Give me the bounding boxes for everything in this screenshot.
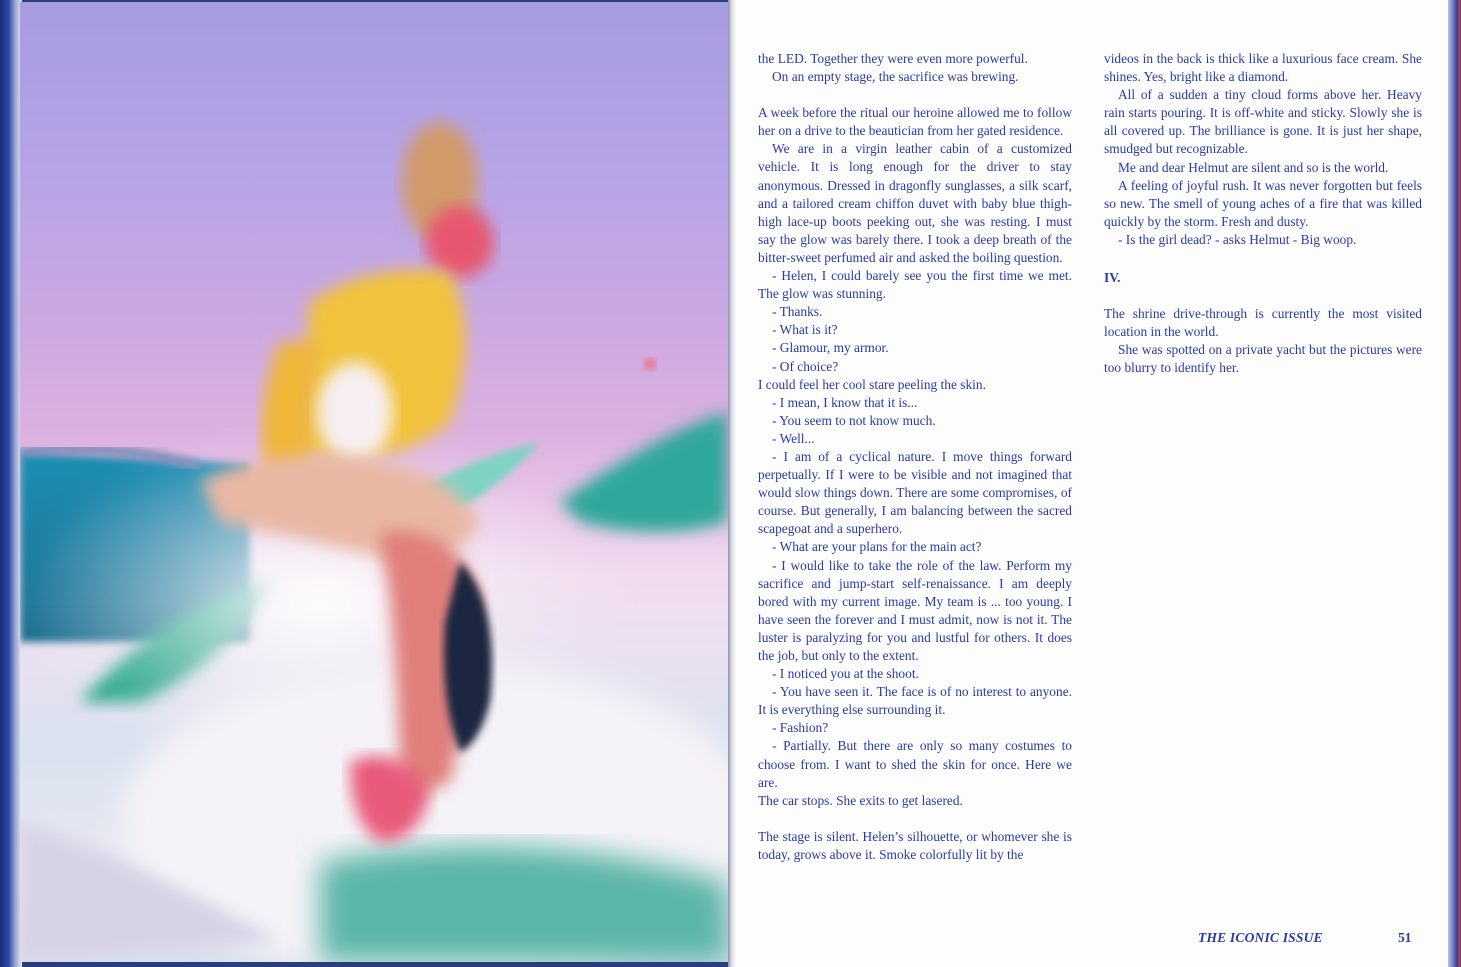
paragraph: A week before the ritual our heroine allowed me to follow her on a drive to the beautician from her gated residence.	[758, 105, 1072, 139]
paragraph: - You have seen it. The face is of no interest to anyone. It is everything else surrounding it.	[758, 684, 1072, 718]
paragraph: - I noticed you at the shoot.	[772, 666, 919, 682]
paragraph: - What is it?	[772, 322, 838, 338]
paragraph: Me and dear Helmut are silent and so is the world.	[1118, 159, 1389, 175]
paragraph: - Well...	[772, 430, 815, 446]
paragraph: - Partially. But there are only so many costumes to choose from. I want to shed the skin for once. Here we are.	[758, 738, 1072, 790]
paragraph: - I would like to take the role of the law. Perform my sacrifice and jump-start self-renaissance. I am deeply bored with my current image. My team is ... too young. I have seen the forever and I must admit, now is not it. The luster is paralyzing for you and lustful for others. It does the job, but only to the extent.	[758, 557, 1072, 663]
page-gutter	[728, 0, 736, 967]
page-binding-edge	[0, 0, 22, 967]
paragraph: - Helen, I could barely see you the first time we met. The glow was stunning.	[758, 268, 1072, 302]
paragraph: - Glamour, my armor.	[772, 340, 889, 356]
paragraph: - Fashion?	[772, 720, 829, 736]
left-page	[0, 0, 730, 967]
paragraph: videos in the back is thick like a luxurious face cream. She shines. Yes, bright like a diamond.	[1104, 51, 1422, 85]
paragraph: - Of choice?	[772, 358, 839, 374]
paragraph: - Thanks.	[772, 304, 823, 320]
surfer-photo-illustration	[20, 2, 728, 962]
paragraph: - I am of a cyclical nature. I move things forward perpetually. If I were to be visible and not imagined that would slow things down. There are some compromises, of course. But generally, I am balancing between the sacred scapegoat and a superhero.	[758, 448, 1072, 537]
surfer-photo	[20, 2, 728, 962]
page-number: 51	[1398, 930, 1412, 945]
paragraph: - What are your plans for the main act?	[772, 539, 982, 555]
right-page	[736, 0, 1448, 967]
section-heading: IV.	[1104, 270, 1121, 286]
text-column-1	[758, 50, 1072, 864]
paragraph: - Is the girl dead? - asks Helmut - Big woop.	[1118, 231, 1357, 247]
paragraph: On an empty stage, the sacrifice was brewing.	[772, 69, 1019, 85]
paragraph: The car stops. She exits to get lasered.	[758, 792, 963, 808]
paragraph: The shrine drive-through is currently the most visited location in the world.	[1104, 306, 1422, 340]
paragraph: I could feel her cool stare peeling the skin.	[758, 376, 986, 392]
paragraph: - You seem to not know much.	[772, 412, 936, 428]
paragraph: We are in a virgin leather cabin of a customized vehicle. It is long enough for the driver to stay anonymous. Dressed in dragonfly sunglasses, a silk scarf, and a tailored cream chiffon duvet with baby blue thigh-high lace-up boots peeking out, she was resting. I must say the glow was barely there. I took a deep breath of the bitter-sweet perfumed air and asked the boiling question.	[758, 141, 1072, 265]
paragraph: All of a sudden a tiny cloud forms above her. Heavy rain starts pouring. It is off-white and sticky. Slowly she is all covered up. The brilliance is gone. It is just her shape, smudged but recognizable.	[1104, 87, 1422, 157]
page-stack-edge	[1448, 0, 1461, 967]
paragraph: She was spotted on a private yacht but the pictures were too blurry to identify her.	[1104, 342, 1422, 376]
text-column-2	[1104, 50, 1422, 378]
paragraph: the LED. Together they were even more powerful.	[758, 51, 1028, 66]
magazine-issue-title: THE ICONIC ISSUE	[1198, 930, 1323, 945]
paragraph: The stage is silent. Helen’s silhouette, or whomever she is today, grows above it. Smoke colorfully lit by the	[758, 828, 1072, 862]
paragraph: A feeling of joyful rush. It was never forgotten but feels so new. The smell of young aches of a fire that was killed quickly by the storm. Fresh and dusty.	[1104, 177, 1422, 229]
paragraph: - I mean, I know that it is...	[772, 394, 918, 410]
